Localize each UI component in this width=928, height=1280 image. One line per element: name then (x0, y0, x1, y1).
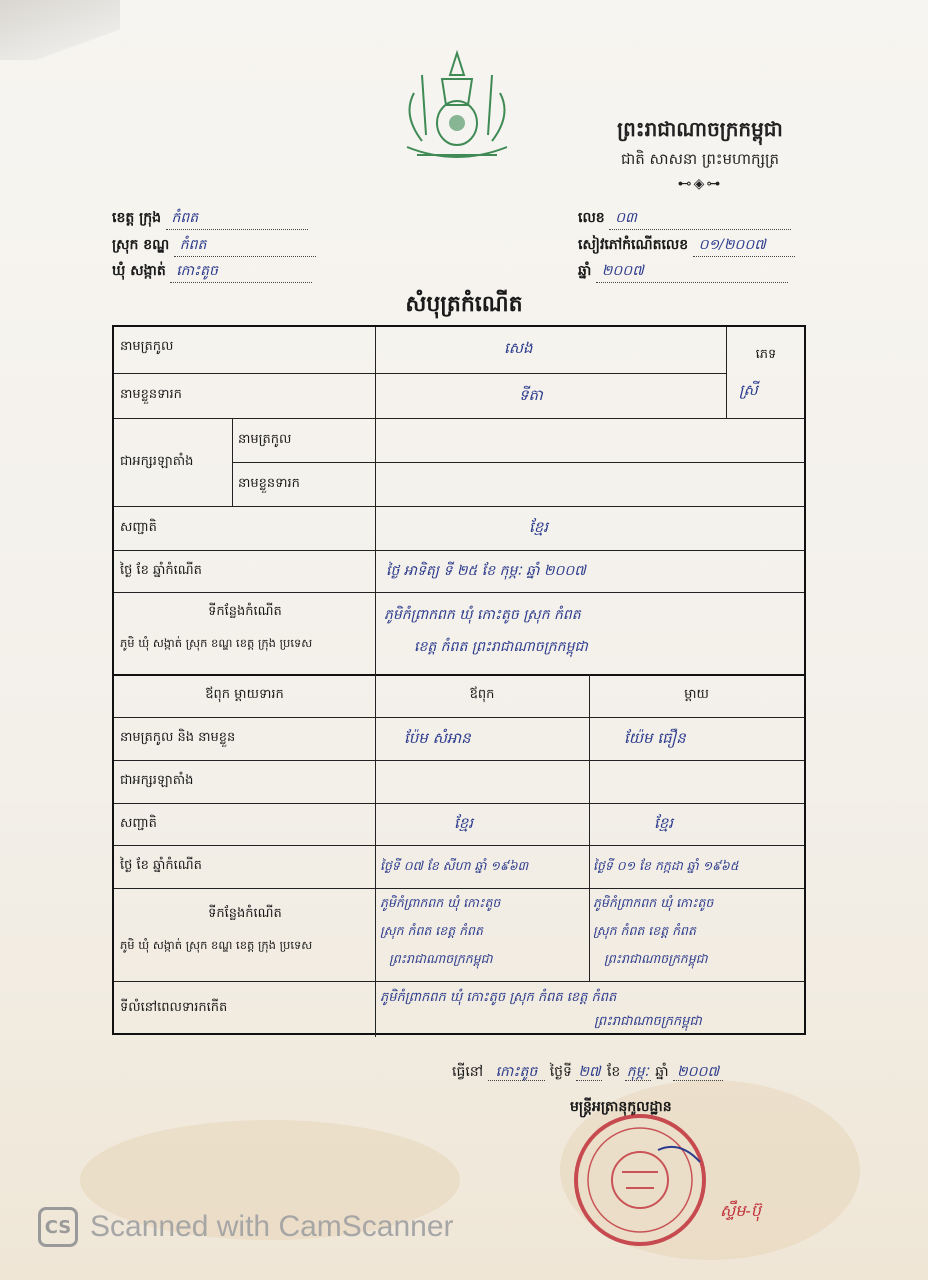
folded-corner (0, 0, 120, 60)
commune-label: ឃុំ សង្កាត់ (112, 263, 166, 279)
parent-nationality-label: សញ្ជាតិ (120, 815, 157, 831)
kingdom-heading: ព្រះរាជាណាចក្រកម្ពុជា (617, 117, 783, 141)
registry-book-field (578, 235, 795, 257)
mother-pob-value-2: ស្រុក កំពត ខេត្ត កំពត (593, 923, 696, 938)
residence-value-1: ភូមិកំព្រាកពក ឃុំ កោះតូច ស្រុក កំពត ខេត្ត កំពត (380, 990, 617, 1005)
registry-book-value: ០១/២០០៧ (693, 235, 795, 257)
child-surname-label: នាមត្រកូល (120, 338, 174, 354)
parent-latin-label: ជាអក្សរឡាតាំង (120, 773, 194, 788)
parent-dob-label: ថ្ងៃ ខែ ឆ្នាំកំណើត (120, 858, 202, 873)
registry-number-field (578, 208, 791, 230)
day-value: ២៧ (578, 1064, 601, 1080)
document-title: សំបុត្រកំណើត (405, 292, 523, 317)
year-value: ២០០៧ (673, 1064, 723, 1081)
child-pob-value-1: ភូមិកំព្រាកពក ឃុំ កោះតូច ស្រុក កំពត (384, 607, 581, 623)
mother-name-value: យ៉ែម ធឿន (624, 729, 686, 747)
issue-date-line (452, 1062, 723, 1083)
child-latin-given-label: នាមខ្លួនទារក (238, 475, 300, 491)
father-nationality-value: ខ្មែរ (454, 814, 474, 832)
father-dob-value: ថ្ងៃទី ០៧ ខែ សីហា ឆ្នាំ ១៩៦៣ (380, 858, 529, 873)
parent-name-label: នាមត្រកូល និង នាមខ្លួន (120, 730, 236, 745)
child-nationality-value: ខ្មែរ (529, 518, 549, 536)
made-at-value: កោះតូច (488, 1064, 546, 1081)
father-pob-value-2: ស្រុក កំពត ខេត្ត កំពត (380, 923, 483, 938)
father-column-label: ឪពុក (469, 687, 495, 702)
month-value: កុម្ភៈ (626, 1064, 649, 1080)
parents-header-label: ឪពុក ម្ដាយទារក (205, 687, 284, 702)
commune-value: កោះតូច (170, 261, 312, 283)
camscanner-text: Scanned with CamScanner (90, 1210, 454, 1243)
registry-number-value: ០៣ (609, 208, 791, 230)
registry-year-value: ២០០៧ (596, 261, 788, 283)
year-label: ឆ្នាំ (655, 1064, 669, 1080)
camscanner-watermark (38, 1207, 454, 1247)
national-motto: ជាតិ សាសនា ព្រះមហាក្សត្រ (620, 150, 780, 168)
province-value: កំពត (166, 208, 308, 230)
district-label: ស្រុក ខណ្ឌ (112, 237, 170, 253)
registry-book-label: សៀវភៅកំណើតលេខ (578, 237, 689, 253)
official-title: មន្ត្រីអត្រានុកូលដ្ឋាន (570, 1099, 672, 1115)
mother-nationality-value: ខ្មែរ (654, 814, 674, 832)
child-dob-value: ថ្ងៃ អាទិត្យ ទី ២៥ ខែ កុម្ភៈ ឆ្នាំ ២០០៧ (386, 563, 586, 579)
registry-year-field (578, 261, 788, 283)
child-latin-label: ជាអក្សរឡាតាំង (120, 453, 194, 469)
birth-certificate-form (112, 325, 806, 1035)
father-pob-value-1: ភូមិកំព្រាកពក ឃុំ កោះតូច (380, 895, 501, 910)
registry-year-label: ឆ្នាំ (578, 263, 592, 279)
child-latin-surname-label: នាមត្រកូល (238, 431, 292, 447)
child-pob-address-label: ភូមិ ឃុំ សង្កាត់ ស្រុក ខណ្ឌ ខេត្ត ក្រុង ប្រទេស (120, 635, 313, 650)
mother-pob-value-3: ព្រះរាជាណាចក្រកម្ពុជា (604, 951, 708, 966)
commune-field (112, 261, 312, 283)
child-pob-value-2: ខេត្ត កំពត ព្រះរាជាណាចក្រកម្ពុជា (414, 639, 588, 655)
child-nationality-label: សញ្ជាតិ (120, 519, 157, 535)
residence-value-2: ព្រះរាជាណាចក្រកម្ពុជា (594, 1014, 702, 1029)
child-dob-label: ថ្ងៃ ខែ ឆ្នាំកំណើត (120, 562, 202, 578)
day-label: ថ្ងៃទី (549, 1064, 572, 1080)
child-given-label: នាមខ្លួនទារក (120, 387, 182, 402)
month-label: ខែ (606, 1064, 621, 1080)
child-sex-value: ស្រី (739, 381, 758, 399)
child-sex-label: ភេទ (755, 346, 777, 362)
father-pob-value-3: ព្រះរាជាណាចក្រកម្ពុជា (389, 951, 493, 966)
mother-dob-value: ថ្ងៃទី ០១ ខែ កក្កដា ឆ្នាំ ១៩៦៥ (593, 858, 739, 873)
signature: ស្ទឹម-ប៊ុ (720, 1201, 761, 1220)
child-pob-label: ទីកន្លែងកំណើត (208, 603, 282, 619)
father-name-value: ប៉ែម សំអាន (404, 729, 471, 747)
parent-pob-address-label: ភូមិ ឃុំ សង្កាត់ ស្រុក ខណ្ឌ ខេត្ត ក្រុង ប្រទេស (120, 937, 313, 952)
residence-label: ទីលំនៅពេលទារកកើត (120, 999, 228, 1015)
child-given-value: ទីតា (519, 386, 543, 404)
registry-number-label: លេខ (578, 210, 605, 226)
ornament: ⊷◈⊶ (677, 176, 723, 192)
made-at-label: ធ្វើនៅ (452, 1064, 484, 1080)
camscanner-logo: CS (38, 1207, 78, 1247)
mother-column-label: ម្ដាយ (684, 687, 709, 702)
child-surname-value: សេង (504, 339, 533, 357)
district-value: កំពត (174, 235, 316, 257)
province-label: ខេត្ត ក្រុង (112, 210, 162, 226)
mother-pob-value-1: ភូមិកំព្រាកពក ឃុំ កោះតូច (593, 895, 714, 910)
royal-emblem (392, 45, 522, 165)
province-field (112, 208, 308, 230)
parent-pob-label: ទីកន្លែងកំណើត (208, 905, 282, 921)
district-field (112, 235, 316, 257)
official-seal-icon (570, 1110, 710, 1250)
